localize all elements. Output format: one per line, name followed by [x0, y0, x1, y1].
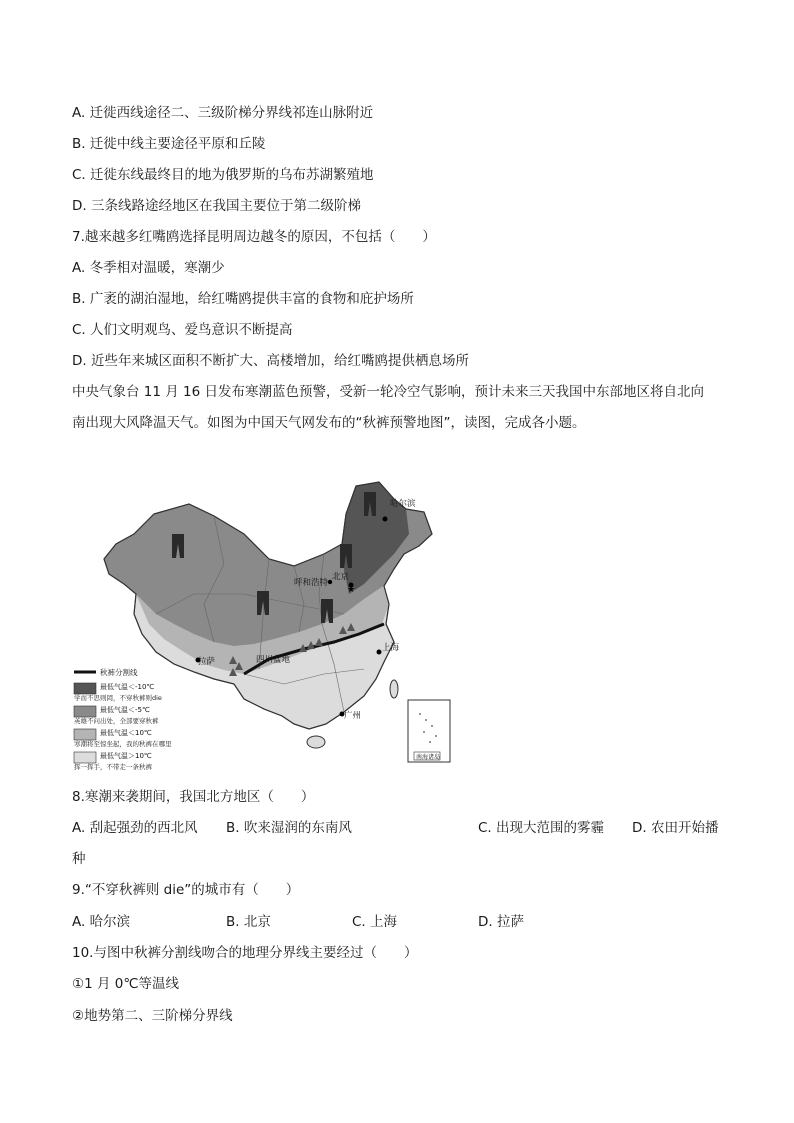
legend-note-1: 学而不思则罔，不穿秋裤则die	[74, 694, 162, 702]
legend-title-2: 最低气温＜-5℃	[100, 706, 150, 714]
map-legend	[74, 667, 172, 771]
legend-note-3: 寒潮将至惊坐起，我的秋裤在哪里	[74, 740, 172, 748]
q6-option-b: B. 迁徙中线主要途径平原和丘陵	[72, 136, 266, 152]
label-hohhot: 呼和浩特	[294, 578, 329, 588]
legend-title-4: 最低气温＞10℃	[100, 752, 152, 760]
q8-option-b: B. 吹来湿润的东南风	[226, 820, 352, 836]
q8-option-d-wrap: 种	[72, 851, 86, 867]
label-guangzhou: 广州	[344, 711, 362, 721]
q10-item-1: ①1 月 0℃等温线	[72, 976, 180, 992]
legend-swatch-3	[74, 729, 96, 740]
q8-option-a: A. 刮起强劲的西北风	[72, 820, 198, 836]
label-lhasa: 拉萨	[198, 657, 216, 667]
q6-option-c: C. 迁徙东线最终目的地为俄罗斯的乌布苏湖繁殖地	[72, 167, 374, 183]
q7-option-b: B. 广袤的湖泊湿地，给红嘴鸥提供丰富的食物和庇护场所	[72, 291, 414, 307]
qiuku-warning-map	[74, 474, 466, 772]
city-dot-shanghai	[377, 650, 382, 655]
q7-option-c: C. 人们文明观鸟、爱鸟意识不断提高	[72, 322, 293, 338]
q8-option-c: C. 出现大范围的雾霾	[478, 820, 605, 836]
inset-label: 南海诸岛	[416, 754, 441, 761]
legend-title-1: 最低气温＜-10℃	[100, 683, 155, 691]
passage-line-1: 中央气象台 11 月 16 日发布寒潮蓝色预警，受新一轮冷空气影响，预计未来三天我国中东部地区将自北向	[72, 384, 705, 400]
q10-item-2: ②地势第二、三阶梯分界线	[72, 1008, 233, 1024]
label-sichuan: 四川盆地	[256, 655, 291, 665]
label-shanghai: 上海	[382, 643, 400, 653]
q10-stem: 10.与图中秋裤分割线吻合的地理分界线主要经过（ ）	[72, 945, 418, 961]
legend-title-3: 最低气温＜10℃	[100, 729, 152, 737]
q9-option-c: C. 上海	[352, 914, 398, 930]
legend-note-4: 挥一挥手，不带走一条秋裤	[74, 763, 152, 771]
legend-note-2: 英雄不问出处，全部要穿秋裤	[74, 717, 159, 725]
legend-title-0: 秋裤分割线	[100, 668, 138, 677]
label-harbin: 哈尔滨	[390, 499, 416, 509]
legend-swatch-2	[74, 706, 96, 717]
q9-option-a: A. 哈尔滨	[72, 914, 131, 930]
q7-stem: 7.越来越多红嘴鸥选择昆明周边越冬的原因，不包括（ ）	[72, 229, 436, 245]
legend-swatch-1	[74, 683, 96, 694]
south-china-sea-inset	[408, 700, 450, 762]
city-dot-harbin	[383, 517, 388, 522]
q7-option-a: A. 冬季相对温暖，寒潮少	[72, 260, 225, 276]
q9-option-b: B. 北京	[226, 914, 271, 930]
passage-line-2: 南出现大风降温天气。如图为中国天气网发布的“秋裤预警地图”，读图，完成各小题。	[72, 415, 586, 431]
q8-stem: 8.寒潮来袭期间，我国北方地区（ ）	[72, 789, 315, 805]
star-icon-glyph: ★	[347, 585, 356, 595]
q6-option-a: A. 迁徙西线途径二、三级阶梯分界线祁连山脉附近	[72, 105, 374, 121]
label-beijing: 北京	[332, 572, 350, 582]
q9-option-d: D. 拉萨	[478, 914, 524, 930]
q6-option-d: D. 三条线路途经地区在我国主要位于第二级阶梯	[72, 198, 361, 214]
legend-swatch-4	[74, 752, 96, 763]
q8-option-d: D. 农田开始播	[632, 820, 719, 836]
q9-stem: 9.“不穿秋裤则 die”的城市有（ ）	[72, 882, 300, 898]
q7-option-d: D. 近些年来城区面积不断扩大、高楼增加，给红嘴鸥提供栖息场所	[72, 353, 469, 369]
